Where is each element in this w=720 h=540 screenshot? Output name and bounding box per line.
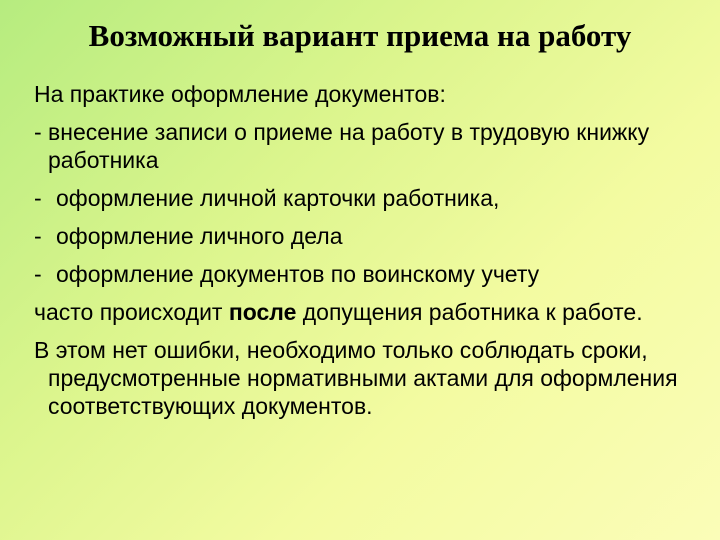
slide-body [34,80,694,430]
list-item-workbook: - внесение записи о приеме на работу в трудовую книжку работника [34,119,650,173]
often-text-before: часто происходит [34,299,229,325]
list-item [34,184,694,212]
slide-title: Возможный вариант приема на работу [88,18,632,53]
list-item-text: оформление личной карточки работника, [56,185,500,211]
bullet-dash: - [34,223,42,249]
list-item [34,260,694,288]
list-item-text: оформление документов по воинскому учету [56,261,540,287]
often-text-bold: после [228,299,297,325]
bullet-dash: - [34,261,42,287]
list-item [34,222,694,250]
often-text-after: допущения работника к работе. [296,299,643,325]
intro-text: На практике оформление документов: [34,81,446,107]
closing-text: В этом нет ошибки, необходимо только соблюдать сроки, предусмотренные нормативными актами для оформления соответствующих документов. [34,337,678,419]
list-item-text: оформление личного дела [56,223,343,249]
bullet-dash: - [34,185,42,211]
often-after-text [34,298,694,326]
